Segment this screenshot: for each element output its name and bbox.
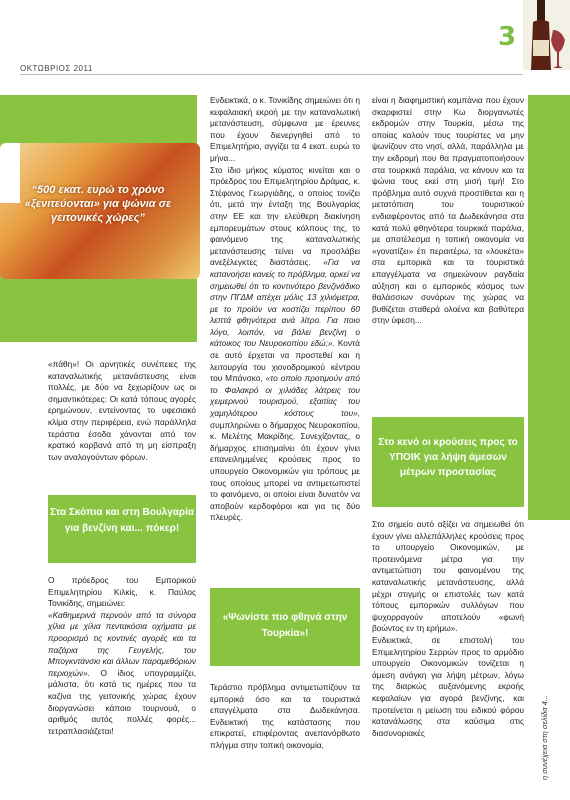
page-header	[0, 0, 570, 62]
paragraph: Στο ίδιο μήκος κύματος κινείται και ο πρόεδρος του Επιμελητηρίου Δράμας, κ. Στέφανος Γεωργιάδης, ο οποίος τονίζει ότι, μετά την ένταξη της Βουλγαρίας στην ΕΕ και την ελεύθερη διακίνηση εμπορευμάτων στους κόλπους της, το φαινόμενο της καταναλωτικής μετανάστευσης τείνει να προσλάβει ανεξέλεγκτες διαστάσεις.	[210, 164, 360, 268]
page-number: 3	[498, 22, 517, 52]
paragraph: Τεράστιο πρόβλημα αντιμετωπίζουν τα εμπορικά όσο και τα τουριστικά επαγγέλματα στα Δωδεκάνησα. Ενδεικτική της κατάστασης που επικρατεί, επιφέροντας ανεπανόρθωτο πλήγμα στην τοπική οικονομία,	[210, 682, 360, 750]
continued-note	[540, 560, 554, 780]
paragraph: Ο ίδιος υπογραμμίζει, μάλιστα, ότι κατά τις ημέρες που τα καζίνα της γειτονικής χώρας έχουν διοργανώσει κάποιο τουρνουά, ο αριθμός αυτός πολλές φορές... τετραπλασιάζεται!	[48, 667, 196, 736]
quote: «Για να κατανοήσει κανείς το πρόβλημα, αρκεί να σημειωθεί ότι το κοντινότερο βενζινάδικο στην ΠΓΔΜ απέχει μόλις 13 χιλιόμετρα, με το προϊόν να κοστίζει περίπου 60 λεπτά φθηνότερα ανά λίτρο. Για ποιο λόγο, λοιπόν, να βάλει βενζίνη ο κάτοικος του Νευροκοπίου εδώ;».	[210, 257, 360, 349]
paragraph: Ενδεικτικά, σε επιστολή του Επιμελητηρίου Σερρών προς το αρμόδιο υπουργείο Οικονομικών τονίζεται η άμεση ανάγκη για λήψη μέτρων, λόγω της διαρκώς αυξανόμενης εκροής κεφαλαίων για αγορά βενζίνης, και προτείνεται η μείωση του ειδικού φόρου κατανάλωσης στα καύσιμα στις διασυνοριακές	[372, 634, 524, 738]
shopping-photo	[0, 143, 200, 279]
side-green-strip	[528, 95, 570, 520]
paragraph: Ο πρόεδρος του Εμπορικού Επιμελητηρίου Κιλκίς, κ. Παύλος Τονικίδης, σημειώνει:	[48, 575, 196, 609]
paragraph: συμπληρώνει ο δήμαρχος Νευροκοπίου, κ. Μελέτης Μακρίδης. Συνεχίζοντας, ο δήμαρχος επισημαίνει ότι έχουν γίνει επανειλημμένες κρούσεις προς το υπουργείο Οικονομικών για τρόπους με τους οποίους μπορεί να αντιμετωπιστεί το φαινόμενο, οι οποίοι είναι δυνατόν να αποβούν κερδοφόροι και για τις δύο πλευρές.	[210, 419, 360, 523]
quote: «το οποίο προτιμούν από το Φαλακρό οι χιλιάδες λάτρεις του χειμερινού τουρισμού, εξαιτίας του χαμηλότερου κόστους του»,	[210, 373, 360, 419]
subheading-box: «Ψωνίστε πιο φθηνά στην Τουρκία»!	[210, 588, 360, 666]
issue-date: ΟΚΤΩΒΡΙΟΣ 2011	[20, 64, 93, 73]
paragraph: Ενδεικτικά, ο κ. Τονικίδης σημειώνει ότι η κεφαλαιακή εκροή με την καταναλωτική μετανάστευση, σύμφωνα με έρευνες που έχουν διενεργηθεί από το Επιμελητήριο, αγγίζει τα 4 εκατ. ευρώ το μήνα...	[210, 95, 360, 163]
quote: «Καθημερινά περνούν από τα σύνορα χίλια με χίλια πεντακόσια οχήματα με προορισμό τις κοντινές αγορές και τα παζάρια της Γευγελής, του Μπογκντάνσκι και άλλων παραμεθόριων περιοχών».	[48, 609, 196, 678]
header-rule	[20, 74, 523, 75]
continued-label: η συνέχεια στη σελίδα 4...	[540, 694, 549, 780]
column-3-text-b	[372, 519, 524, 739]
paragraph: είναι η διαφημιστική καμπάνια που έχουν σκαρφιστεί στην Κω διοργανωτές εκδρομών στην Τουρκία, μέσω της οποίας καλούν τους τουρίστες να μην ψωνίζουν στο νησί, αλλά, παράλληλα με την εκδρομή που θα πραγματοποιήσουν στα τουρκικά παράλια, να κάνουν και τα ψώνια τους εκεί στη μισή τιμή! Στο πρόβλημα αυτό συχνά προστίθεται και η μετατόπιση του τουριστικού ενδιαφέροντος από τα Δωδεκάνησα στα κατά πολύ φθηνότερα τουρκικά παράλια, με αποτέλεσμα η τοπική οικονομία να «γονατίζει» έτι περαιτέρω, τα «λουκέτα» στα εμπορικά και τα τουριστικά επαγγέλματα να σημειώνουν ραγδαία αύξηση και ο εμπορικός κόσμος των θαλάσσιων συνόρων της χώρας να βυθίζεται σταθερά ολοένα και βαθύτερα στην ύφεση...	[372, 95, 524, 326]
photo-caption: “500 εκατ. ευρώ το χρόνο «ξενιτεύονται» για ψώνια σε γειτονικές χώρες”	[24, 184, 172, 224]
subheading-box: Στα Σκόπια και στη Βουλγαρία για βενζίνη και... πόκερ!	[48, 495, 196, 563]
wine-bottle-image	[523, 0, 570, 70]
column-1-text-b	[48, 575, 196, 737]
subheading-box: Στο κενό οι κρούσεις προς το ΥΠΟΙΚ για λήψη άμεσων μέτρων προστασίας	[372, 417, 524, 507]
paragraph: «πάθη»! Οι αρνητικές συνέπειες της καταναλωτικής μετανάστευσης είναι πολλές, με δύο να ξεχωρίζουν ως οι σημαντικότερες: Οι κατά τόπους αγορές ερημώνουν, εντείνοντας το υφεσιακό κλίμα στην περιφέρεια, ενώ παράλληλα τεράστια έσοδα χάνονται από τον κρατικό κορβανά από τη μη είσπραξη των αναλογούντων φόρων.	[48, 359, 196, 462]
paragraph: Στο σημείο αυτό αξίζει να σημειωθεί ότι έχουν γίνει αλλεπάλληλες κρούσεις προς το υπουργείο Οικονομικών, με προτεινόμενα μέτρα για την αντιμετώπιση του φαινομένου της καταναλωτικής μετανάστευσης, αλλά μέχρι στιγμής οι επιστολές των κατά τόπους εμπορικών συλλόγων που ψυχορραγούν αποτελούν «φωνή βοώντος εν τη ερήμω».	[372, 519, 524, 634]
column-1-text	[48, 359, 196, 463]
paragraph: Κοντά σε αυτό έρχεται να προστεθεί και η λειτουργία του χιονοδρομικού κέντρου του Μπάνσκο,	[210, 338, 360, 384]
column-3-text	[372, 95, 524, 327]
column-2-text-b	[210, 682, 360, 752]
column-2-text	[210, 95, 360, 524]
